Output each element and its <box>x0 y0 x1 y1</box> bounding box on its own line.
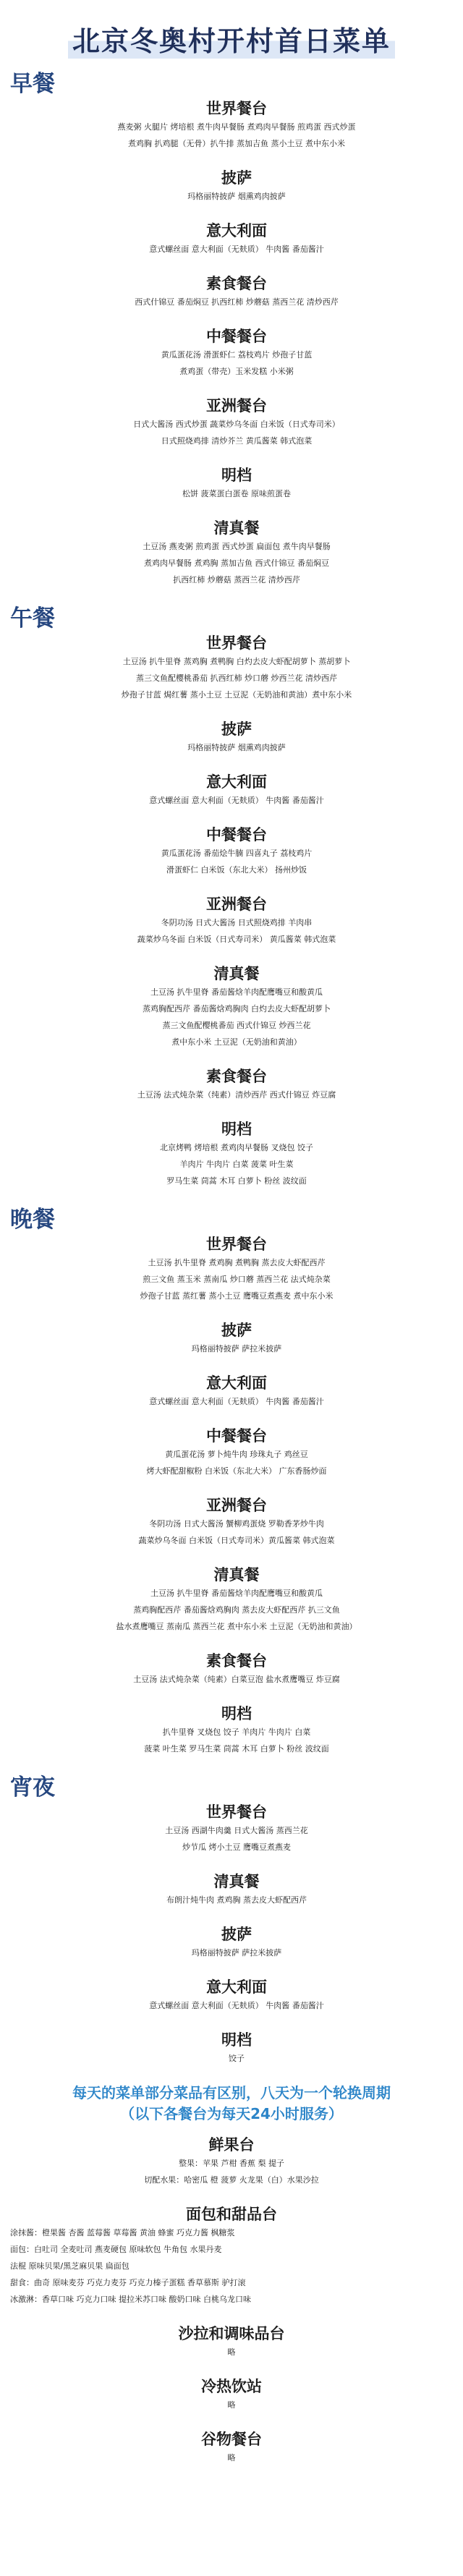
menu-section <box>10 518 463 588</box>
section-name: 明档 <box>221 1705 252 1722</box>
section-name: 素食餐台 <box>206 1068 267 1085</box>
dish-line: 冰激淋：香草口味 巧克力口味 提拉米苏口味 酸奶口味 白桃乌龙口味 <box>10 2295 251 2304</box>
dish-line: 意式螺丝面 意大利面（无麸质） 牛肉酱 番茄酱汁 <box>149 1397 324 1406</box>
dish-line: 布朗汁炖牛肉 煮鸡胸 蒸去皮大虾配西芹 <box>166 1895 307 1905</box>
dish-line: 面包：白吐司 全麦吐司 燕麦硬包 原味软包 牛角包 水果丹麦 <box>10 2245 222 2254</box>
dish-line: 羊肉片 牛肉片 白菜 菠菜 叶生菜 <box>179 1160 294 1169</box>
dish-line: 土豆汤 扒牛里脊 煮鸡胸 煮鸭胸 蒸去皮大虾配西芹 <box>148 1258 326 1267</box>
menu-section <box>10 1651 463 1688</box>
dish-line: 土豆汤 扒牛里脊 番茄酱焓羊肉配鹰嘴豆和酸黄瓜 <box>150 1589 323 1598</box>
dish-line: 饺子 <box>229 2054 245 2063</box>
section-name: 素食餐台 <box>206 1652 267 1670</box>
meal-dinner <box>0 1205 463 1757</box>
menu-section <box>10 1119 463 1189</box>
dish-line: 意式螺丝面 意大利面（无麸质） 牛肉酱 番茄酱汁 <box>149 245 324 254</box>
section-name: 世界餐台 <box>206 634 267 652</box>
section-name: 世界餐台 <box>206 100 267 117</box>
section-name: 世界餐台 <box>206 1803 267 1821</box>
section-name: 意大利面 <box>206 1978 267 1996</box>
dish-line: 意式螺丝面 意大利面（无麸质） 牛肉酱 番茄酱汁 <box>149 2001 324 2010</box>
meal-lunch <box>0 604 463 1189</box>
rotation-notice <box>0 2083 463 2125</box>
dish-line: 土豆汤 扒牛里脊 番茄酱焓羊肉配鹰嘴豆和酸黄瓜 <box>150 987 323 997</box>
menu-section <box>0 2135 463 2188</box>
menu-section <box>0 2204 463 2308</box>
meal-breakfast <box>0 69 463 588</box>
menu-section <box>10 1565 463 1635</box>
dish-line: 煮鸡蛋（带壳）玉米发糕 小米粥 <box>179 367 294 376</box>
menu-section <box>10 825 463 878</box>
meal-midnight <box>0 1773 463 2067</box>
page-title: 北京冬奥村开村首日菜单 <box>68 19 395 59</box>
menu-section <box>10 465 463 502</box>
section-name: 披萨 <box>221 1926 252 1943</box>
dish-line: 日式照烧鸡排 清炒芥兰 黄瓜酱菜 韩式泡菜 <box>161 436 313 446</box>
menu-section <box>10 2030 463 2067</box>
dish-line: 蔬菜炒乌冬面 白米饭（日式寿司米）黄瓜酱菜 韩式泡菜 <box>138 1536 335 1545</box>
menu-section <box>10 1924 463 1961</box>
dish-line: 扒牛里脊 叉烧包 饺子 羊肉片 牛肉片 白菜 <box>162 1727 311 1737</box>
dish-line: 玛格丽特披萨 烟熏鸡肉披萨 <box>187 192 286 201</box>
dish-line: 炒节瓜 烤小土豆 鹰嘴豆煮燕麦 <box>182 1842 291 1852</box>
dish-line: 罗马生菜 茼蒿 木耳 白萝卜 粉丝 波纹面 <box>166 1176 307 1186</box>
dish-line: 燕麦粥 火腿片 烤培根 煮牛肉早餐肠 煮鸡肉早餐肠 煎鸡蛋 西式炒蛋 <box>117 122 356 132</box>
menu-section <box>10 894 463 948</box>
dish-line: 煮鸡胸 扒鸡腿（无骨）扒牛排 蒸加吉鱼 蒸小土豆 煮中东小米 <box>128 139 345 148</box>
dish-line: 法棍 原味贝果/黑芝麻贝果 扁面包 <box>10 2261 129 2271</box>
section-list <box>10 1234 463 1757</box>
menu-section <box>10 1373 463 1410</box>
dish-line: 冬阴功汤 日式大酱汤 日式照烧鸡排 羊肉串 <box>161 918 313 927</box>
allday-sections <box>0 2135 463 2466</box>
dish-line: 冬阴功汤 日式大酱汤 蟹柳鸡蛋烧 罗勒香茅炒牛肉 <box>149 1519 324 1529</box>
menu-section <box>0 2429 463 2466</box>
dish-line: 煮鸡肉早餐肠 煮鸡胸 蒸加吉鱼 西式什锦豆 番茄焖豆 <box>144 558 329 568</box>
section-name: 披萨 <box>221 169 252 187</box>
menu-section <box>10 719 463 756</box>
section-name: 亚洲餐台 <box>206 397 267 415</box>
menu-section <box>10 98 463 152</box>
dish-line: 土豆汤 西湖牛肉羹 日式大酱汤 蒸西兰花 <box>165 1826 308 1835</box>
menu-section <box>0 2324 463 2360</box>
menu-section <box>10 772 463 809</box>
dish-line: 整果：苹果 芦柑 香蕉 梨 提子 <box>179 2159 284 2168</box>
title-area <box>0 0 463 65</box>
menu-section <box>10 1802 463 1856</box>
dish-line: 菠菜 叶生菜 罗马生菜 茼蒿 木耳 白萝卜 粉丝 波纹面 <box>144 1744 329 1754</box>
dish-line: 煎三文鱼 蒸玉米 蒸南瓜 炒口蘑 蒸西兰花 法式炖杂菜 <box>143 1275 331 1284</box>
meal-title: 晚餐 <box>10 1207 55 1233</box>
menu-section <box>10 273 463 310</box>
section-name: 清真餐 <box>213 1873 260 1890</box>
menu-section <box>10 964 463 1050</box>
menu-section <box>10 1320 463 1357</box>
dish-line: 滑蛋虾仁 白米饭（东北大米） 扬州炒饭 <box>166 865 307 875</box>
section-list <box>10 1802 463 2067</box>
dish-line: 扒西红柿 炒蘑菇 蒸西兰花 清炒西芹 <box>173 575 300 585</box>
notice-line: 每天的菜单部分菜品有区别，八天为一个轮换周期 <box>72 2084 391 2101</box>
dish-line: 盐水煮鹰嘴豆 蒸南瓜 蒸西兰花 煮中东小米 土豆泥（无奶油和黄油） <box>116 1622 357 1631</box>
menu-section <box>10 1234 463 1304</box>
dish-line: 涂抹酱：橙果酱 杏酱 蓝莓酱 草莓酱 黄油 蜂蜜 巧克力酱 枫糖浆 <box>10 2228 235 2237</box>
menu-section <box>10 1066 463 1103</box>
section-name: 素食餐台 <box>206 275 267 292</box>
menu-section <box>10 326 463 380</box>
section-name: 冷热饮站 <box>201 2378 262 2395</box>
section-list <box>10 98 463 588</box>
dish-line: 黄瓜蛋花汤 滑蛋虾仁 荔枝鸡片 炒孢子甘蓝 <box>161 350 313 360</box>
menu-section <box>10 1871 463 1908</box>
section-name: 清真餐 <box>213 1566 260 1584</box>
dish-line: 日式大酱汤 西式炒蛋 蔬菜炒乌冬面 白米饭（日式寿司米） <box>133 420 340 429</box>
dish-line: 西式什锦豆 番茄焖豆 扒西红柿 炒蘑菇 蒸西兰花 清炒西芹 <box>135 297 339 307</box>
menu-section <box>10 1977 463 2014</box>
menu-section <box>10 221 463 258</box>
dish-line: 蒸鸡胸配西芹 番茄酱焓鸡胸肉 蒸去皮大虾配西芹 扒三文鱼 <box>133 1605 340 1615</box>
section-name: 中餐餐台 <box>206 328 267 345</box>
dish-line: 土豆汤 燕麦粥 煎鸡蛋 西式炒蛋 扁面包 煮牛肉早餐肠 <box>143 542 331 551</box>
menu-section <box>10 1704 463 1757</box>
menu-section <box>10 1495 463 1549</box>
dish-line: 黄瓜蛋花汤 萝卜炖牛肉 珍珠丸子 鸡丝豆 <box>165 1450 308 1459</box>
section-name: 明档 <box>221 467 252 484</box>
dish-line: 烤大虾配甜椒粉 白米饭（东北大米） 广东香肠炒面 <box>146 1466 327 1476</box>
dish-line: 土豆汤 法式炖杂菜（纯素）白菜豆泡 盐水煮鹰嘴豆 炸豆腐 <box>133 1675 340 1684</box>
dish-line: 玛格丽特披萨 烟熏鸡肉披萨 <box>187 743 286 752</box>
dish-line: 炒孢子甘蓝 焗红薯 蒸小土豆 土豆泥（无奶油和黄油）煮中东小米 <box>121 690 352 700</box>
dish-line: 意式螺丝面 意大利面（无麸质） 牛肉酱 番茄酱汁 <box>149 796 324 805</box>
dish-line: 玛格丽特披萨 萨拉米披萨 <box>191 1344 282 1353</box>
dish-line: 松饼 菠菜蛋白蛋卷 原味煎蛋卷 <box>182 489 291 498</box>
dish-line: 煮中东小米 土豆泥（无奶油和黄油） <box>171 1037 302 1047</box>
dish-line: 蔬菜炒乌冬面 白米饭（日式寿司米） 黄瓜酱菜 韩式泡菜 <box>137 935 336 944</box>
dish-line: 黄瓜蛋花汤 番茄烩牛腩 四喜丸子 荔枝鸡片 <box>161 849 313 858</box>
dish-line: 略 <box>227 2400 236 2410</box>
dish-line: 蒸三文鱼配樱桃番茄 扒西红柿 炒口蘑 炒西兰花 清炒西芹 <box>136 673 337 683</box>
menu-section <box>10 396 463 449</box>
menu-section <box>10 633 463 703</box>
dish-line: 炒孢子甘蓝 蒸红薯 蒸小土豆 鹰嘴豆煮燕麦 煮中东小米 <box>140 1291 334 1301</box>
meal-title: 早餐 <box>10 71 55 97</box>
section-name: 清真餐 <box>213 965 260 982</box>
menu-section <box>10 1426 463 1479</box>
dish-line: 甜食：曲奇 原味麦芬 巧克力麦芬 巧克力榛子蛋糕 香草慕斯 驴打滚 <box>10 2278 246 2287</box>
dish-line: 土豆汤 扒牛里脊 蒸鸡胸 煮鸭胸 白灼去皮大虾配胡萝卜 蒸胡萝卜 <box>122 657 351 666</box>
dish-line: 略 <box>227 2453 236 2462</box>
dish-line: 蒸鸡胸配西芹 番茄酱焓鸡胸肉 白灼去皮大虾配胡萝卜 <box>143 1004 331 1013</box>
notice-line: （以下各餐台为每天24小时服务） <box>120 2105 343 2122</box>
section-name: 明档 <box>221 1121 252 1138</box>
section-name: 明档 <box>221 2031 252 2049</box>
section-name: 意大利面 <box>206 1374 267 1392</box>
section-name: 意大利面 <box>206 222 267 239</box>
menu-section <box>10 168 463 205</box>
section-name: 亚洲餐台 <box>206 896 267 913</box>
section-name: 披萨 <box>221 1322 252 1339</box>
dish-line: 略 <box>227 2347 236 2357</box>
section-name: 亚洲餐台 <box>206 1497 267 1514</box>
section-name: 清真餐 <box>213 519 260 537</box>
section-name: 中餐餐台 <box>206 1427 267 1445</box>
dish-line: 北京烤鸭 烤培根 煮鸡肉早餐肠 叉烧包 饺子 <box>160 1143 313 1152</box>
dish-line: 切配水果：哈密瓜 橙 菠萝 火龙果（白）水果沙拉 <box>144 2175 319 2185</box>
section-name: 沙拉和调味品台 <box>178 2325 285 2342</box>
section-name: 中餐餐台 <box>206 826 267 843</box>
meal-title: 午餐 <box>10 605 55 632</box>
menu-section <box>0 2376 463 2413</box>
meal-title: 宵夜 <box>10 1774 55 1801</box>
section-name: 鲜果台 <box>208 2136 255 2154</box>
section-name: 面包和甜品台 <box>186 2206 277 2223</box>
dish-line: 玛格丽特披萨 萨拉米披萨 <box>191 1948 282 1957</box>
dish-line: 土豆汤 法式炖杂菜（纯素）清炒西芹 西式什锦豆 炸豆腐 <box>137 1090 336 1100</box>
section-name: 谷物餐台 <box>201 2431 262 2448</box>
section-name: 世界餐台 <box>206 1236 267 1253</box>
section-name: 披萨 <box>221 720 252 738</box>
section-name: 意大利面 <box>206 773 267 791</box>
dish-line: 蒸三文鱼配樱桃番茄 西式什锦豆 炒西兰花 <box>162 1021 311 1030</box>
section-list <box>10 633 463 1189</box>
